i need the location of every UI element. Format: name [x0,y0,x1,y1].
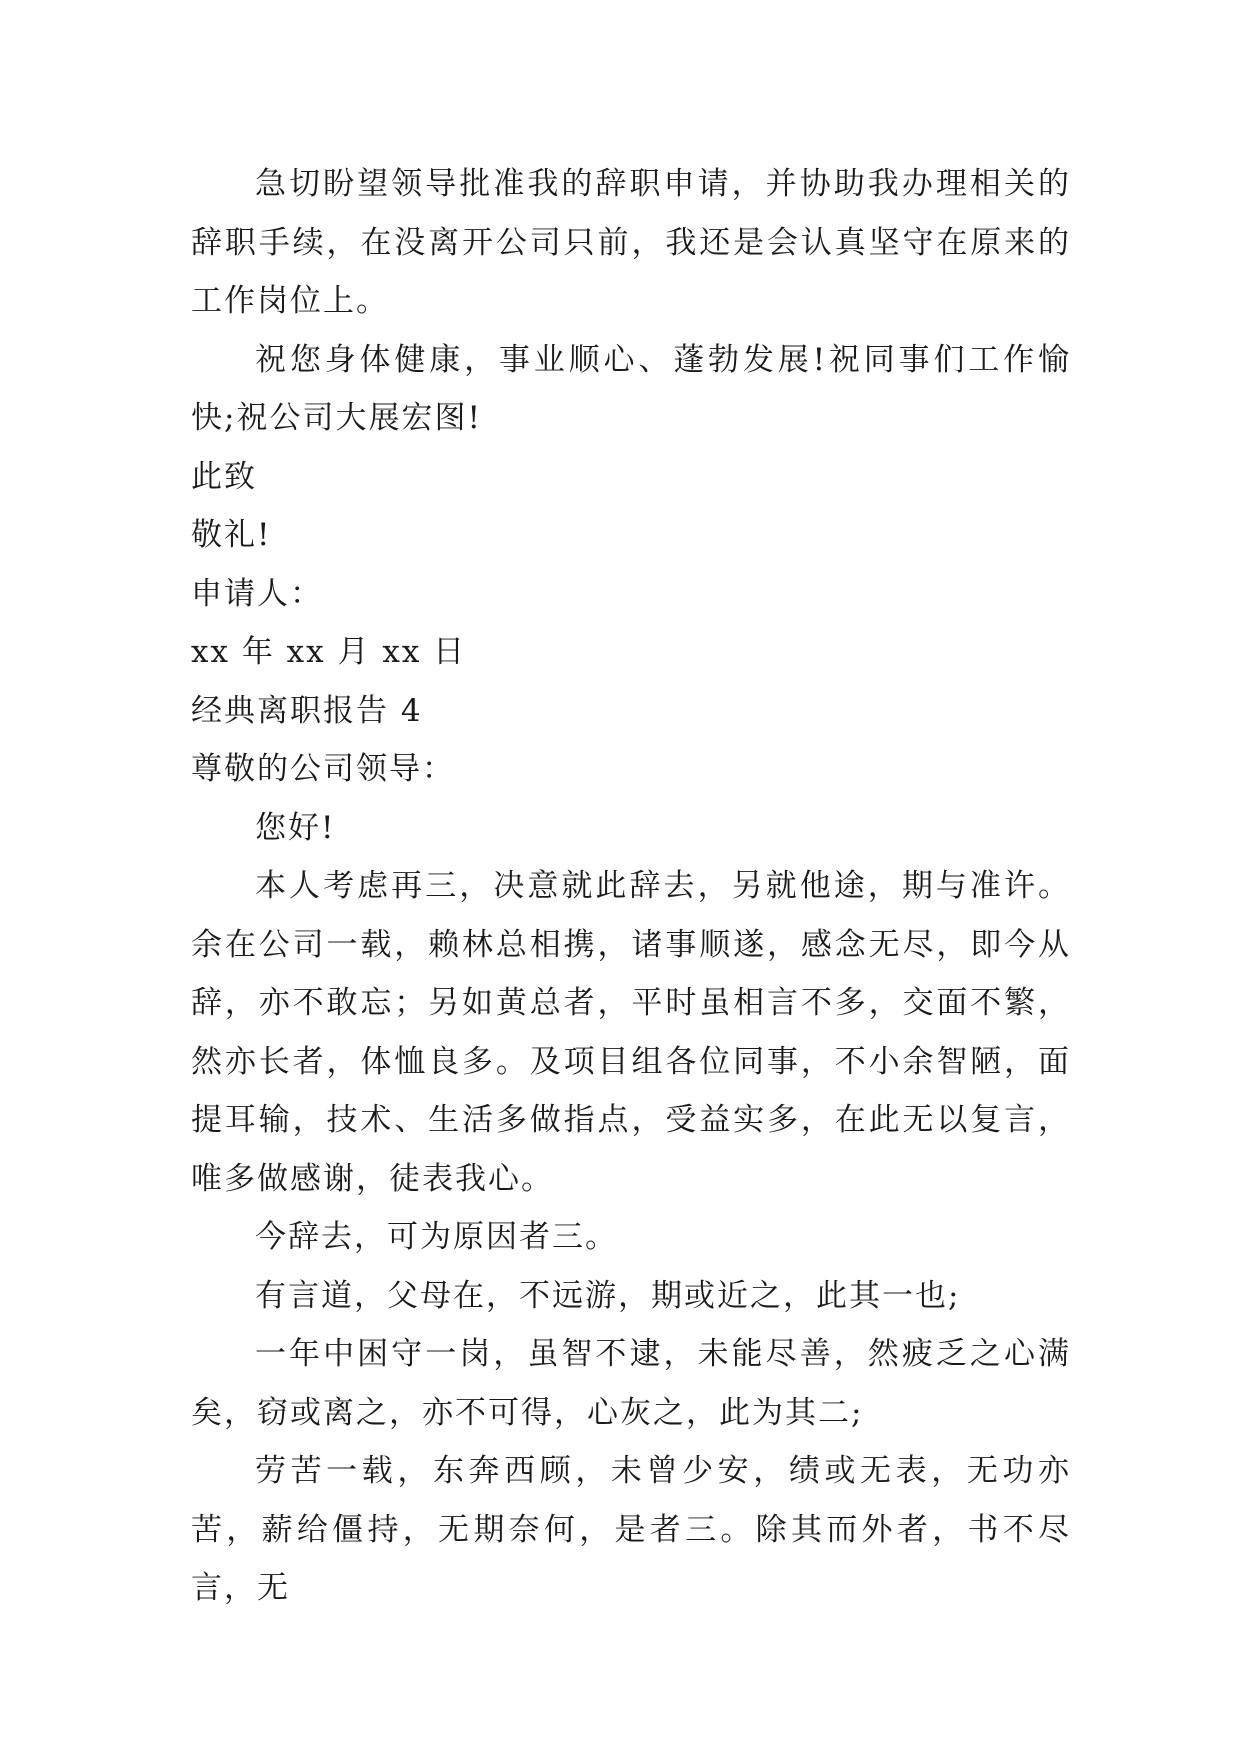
paragraph-reason-two: 一年中困守一岗，虽智不逮，未能尽善，然疲乏之心满矣，窃或离之，亦不可得，心灰之，此为其二; [191,1336,1071,1431]
paragraph-approval-request: 急切盼望领导批准我的辞职申请，并协助我办理相关的辞职手续，在没离开公司只前，我还是会认真坚守在原来的工作岗位上。 [191,166,1071,319]
applicant-label: 申请人： [191,575,323,612]
salutation: 尊敬的公司领导： [191,751,455,787]
greeting: 您好! [255,809,336,846]
paragraph-reason-one: 有言道，父母在，不远游，期或近之，此其一也; [255,1277,961,1314]
closing-jingli: 敬礼! [191,517,272,553]
paragraph-reasons-intro: 今辞去，可为原因者三。 [255,1219,618,1255]
section-title: 经典离职报告 4 [191,692,423,729]
paragraph-decision: 本人考虑再三，决意就此辞去，另就他途，期与准许。余在公司一载，赖林总相携，诸事顺遂，感念无尽，即今从辞，亦不敢忘；另如黄总者，平时虽相言不多，交面不繁，然亦长者，体恤良多。及项目组各位同事，不小余智陋，面提耳输，技术、生活多做指点，受益实多，在此无以复言，唯多做感谢，徒表我心。 [191,868,1071,1197]
paragraph-well-wishes: 祝您身体健康，事业顺心、蓬勃发展!祝同事们工作愉快;祝公司大展宏图! [191,341,1071,436]
date-line: xx 年 xx 月 xx 日 [191,634,467,670]
closing-cizhi: 此致 [191,458,257,495]
document-body [191,155,1071,1618]
paragraph-reason-three: 劳苦一载，东奔西顾，未曾少安，绩或无表，无功亦苦，薪给僵持，无期奈何，是者三。除其而外者，书不尽言，无 [191,1453,1071,1606]
